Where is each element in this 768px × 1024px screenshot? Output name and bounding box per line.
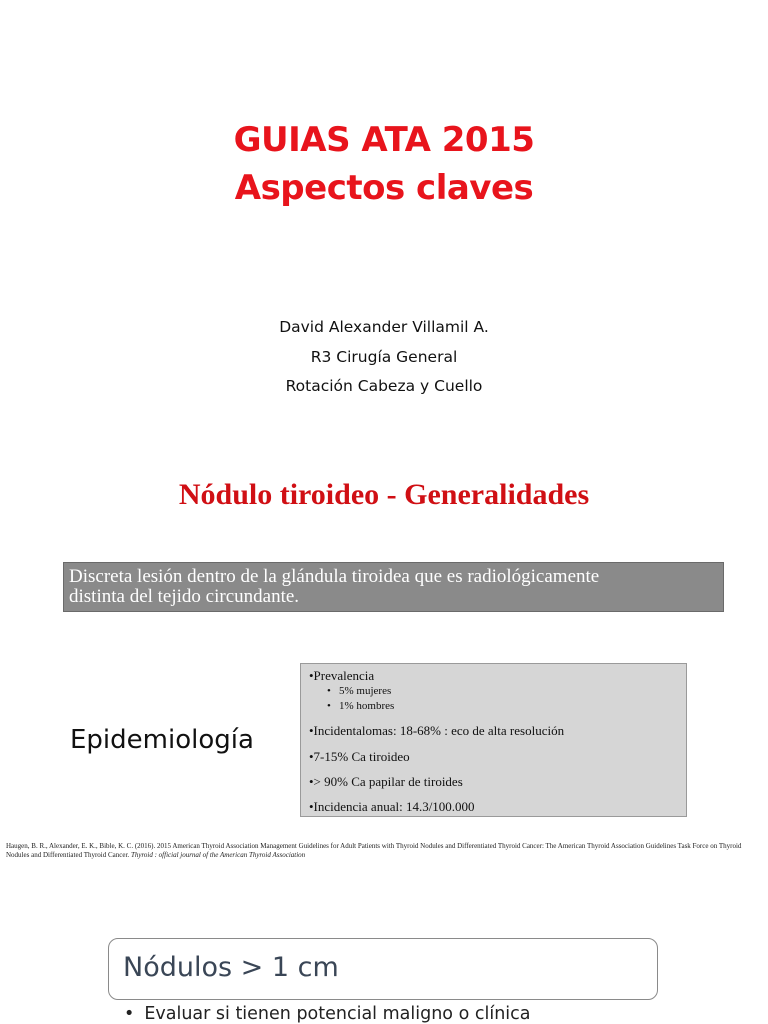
prevalence-label: •Prevalencia <box>309 668 375 683</box>
slide3-title: Nódulos > 1 cm <box>123 952 339 983</box>
title-line-2: Aspectos claves <box>234 168 534 208</box>
title-line-1: GUIAS ATA 2015 <box>233 120 535 160</box>
papillary-ca: •> 90% Ca papilar de tiroides <box>309 774 463 789</box>
section-title: Nódulo tiroideo - Generalidades <box>178 478 590 511</box>
presentation-title <box>0 116 768 212</box>
reference-journal: Thyroid : official journal of the American Thyroid Association <box>130 851 306 859</box>
reference-citation <box>6 842 766 860</box>
definition-box <box>63 562 724 612</box>
author-rotation: Rotación Cabeza y Cuello <box>285 377 483 395</box>
prevalence-men: • 1% hombres <box>339 700 394 712</box>
slide3-bullet-text: Evaluar si tienen potencial maligno o clínica <box>144 1004 531 1024</box>
epidemiology-heading: Epidemiología <box>70 725 254 755</box>
prevalence-women: • 5% mujeres <box>339 685 391 697</box>
author-name: David Alexander Villamil A. <box>279 318 489 336</box>
ca-thyroid: •7-15% Ca tiroideo <box>309 749 410 764</box>
author-block <box>0 313 768 402</box>
incidentalomas: •Incidentalomas: 18-68% : eco de alta resolución <box>309 723 565 738</box>
annual-incidence: •Incidencia anual: 14.3/100.000 <box>309 799 475 814</box>
epidemiology-box <box>300 663 687 817</box>
bullet-marker: • <box>124 1004 135 1024</box>
author-role: R3 Cirugía General <box>310 347 458 366</box>
definition-line-2: distinta del tejido circundante. <box>69 586 300 607</box>
slide3-bullet <box>124 1004 531 1024</box>
reference-text: Haugen, B. R., Alexander, E. K., Bible, K. C. (2016). 2015 American Thyroid Association Management Guidelines for Adult Patients with Thyroid Nodules and Differentiated Thyroid Cancer: The American Thyroid Association Guidelines Task Force on Thyroid Nodules and Differentiated Thyroid Cancer. <box>6 842 742 859</box>
definition-line-1: Discreta lesión dentro de la glándula tiroidea que es radiológicamente <box>69 566 600 587</box>
